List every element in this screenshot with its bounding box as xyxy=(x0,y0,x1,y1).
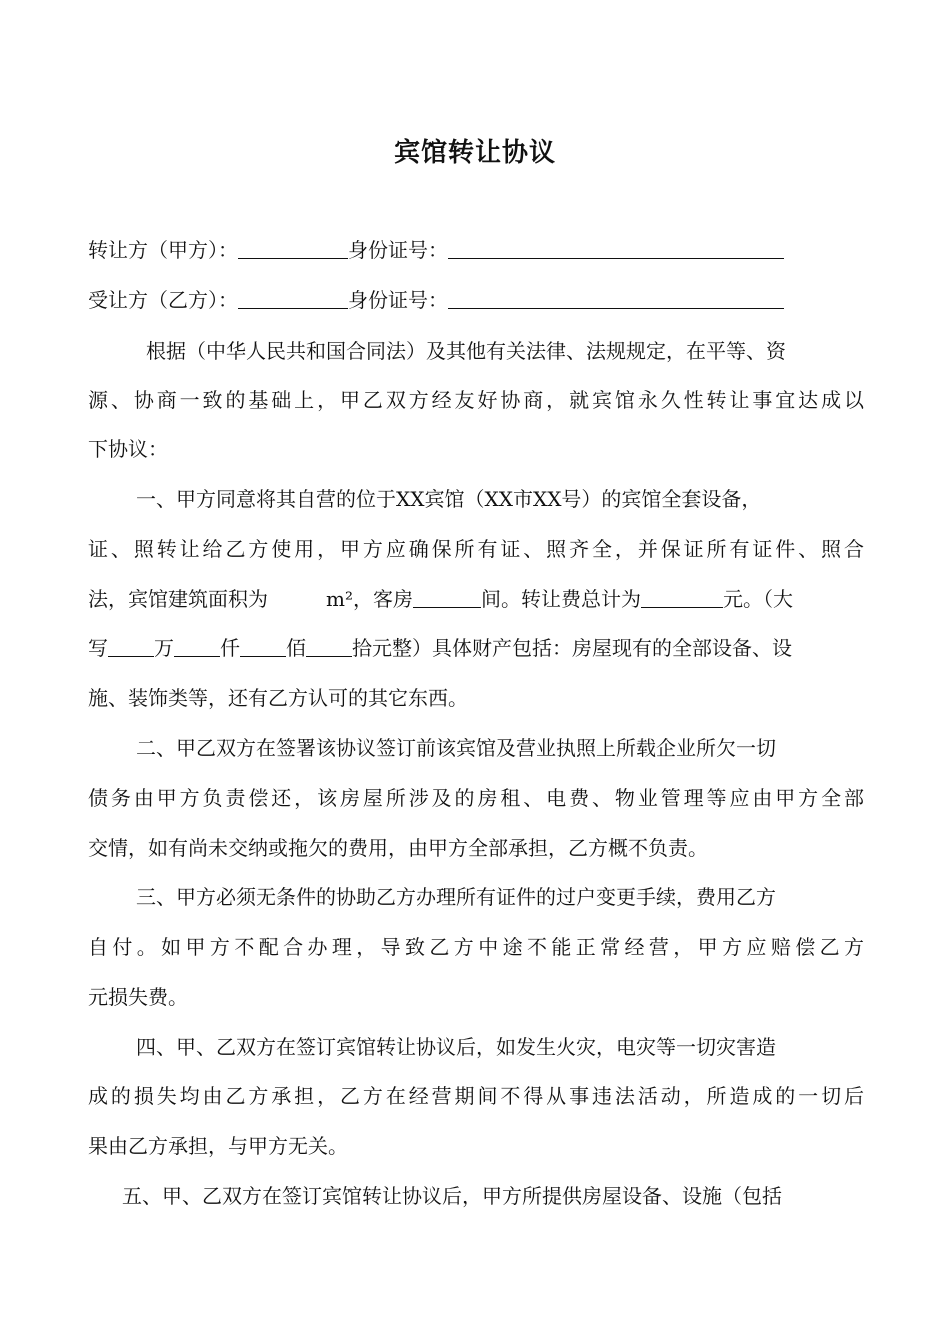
preamble-line-1: 根据（中华人民共和国合同法）及其他有关法律、法规规定，在平等、资 xyxy=(146,339,786,363)
clause-1-line-5: 施、装饰类等，还有乙方认可的其它东西。 xyxy=(88,686,468,710)
document-title: 宾馆转让协议 xyxy=(393,138,556,168)
rooms-blank xyxy=(413,587,481,608)
preamble-line-2: 源、协商一致的基础上，甲乙双方经友好协商，就宾馆永久性转让事宜达成以 xyxy=(88,388,864,412)
clause-1-line-1: 一、甲方同意将其自营的位于XX宾馆（XX市XX号）的宾馆全套设备， xyxy=(136,487,762,511)
capital-label: 写 xyxy=(88,636,108,660)
clause-1-line-2: 证、照转让给乙方使用，甲方应确保所有证、照齐全，并保证所有证件、照合 xyxy=(88,537,864,561)
preamble-line-3: 下协议： xyxy=(88,437,168,461)
party-b-label: 受让方（乙方）： xyxy=(88,288,238,312)
party-a-line xyxy=(88,236,864,264)
bai-label: 佰 xyxy=(286,636,306,660)
party-b-line xyxy=(88,286,864,314)
party-b-id-label: 身份证号： xyxy=(348,288,448,312)
clause-1-line-4 xyxy=(88,634,864,662)
party-a-label: 转让方（甲方）： xyxy=(88,238,238,262)
clause-4-line-3: 果由乙方承担，与甲方无关。 xyxy=(88,1134,348,1158)
fee-unit: 元。（大 xyxy=(722,587,793,611)
clause-2-line-2: 债务由甲方负责偿还，该房屋所涉及的房租、电费、物业管理等应由甲方全部 xyxy=(88,786,864,810)
clause-4-line-1: 四、甲、乙双方在签订宾馆转让协议后，如发生火灾，电灾等一切灾害造 xyxy=(136,1035,776,1059)
clause-3-line-2: 自付。如甲方不配合办理，导致乙方中途不能正常经营，甲方应赔偿乙方 xyxy=(88,935,864,959)
clause-2-line-3: 交情，如有尚未交纳或拖欠的费用，由甲方全部承担，乙方概不负责。 xyxy=(88,836,708,860)
party-a-id-blank xyxy=(448,238,784,259)
fee-label: 间。转让费总计为 xyxy=(480,587,641,611)
clause-3-line-3: 元损失费。 xyxy=(88,985,188,1009)
qian-blank xyxy=(174,636,220,657)
clause-5-line-1: 五、甲、乙双方在签订宾馆转让协议后，甲方所提供房屋设备、设施（包括 xyxy=(122,1184,782,1208)
clause-1-line-3 xyxy=(88,585,864,613)
shi-blank xyxy=(306,636,352,657)
party-a-name-blank xyxy=(238,238,348,259)
rooms-label: m²，客房 xyxy=(326,587,413,611)
party-a-id-label: 身份证号： xyxy=(348,238,448,262)
clause-3-line-1: 三、甲方必须无条件的协助乙方办理所有证件的过户变更手续，费用乙方 xyxy=(136,885,776,909)
party-b-id-blank xyxy=(448,288,784,309)
clause-2-line-1: 二、甲乙双方在签署该协议签订前该宾馆及营业执照上所载企业所欠一切 xyxy=(136,736,776,760)
clause-4-line-2: 成的损失均由乙方承担，乙方在经营期间不得从事违法活动，所造成的一切后 xyxy=(88,1084,864,1108)
property-list-text: 拾元整）具体财产包括：房屋现有的全部设备、设 xyxy=(352,636,792,660)
party-b-name-blank xyxy=(238,288,348,309)
wan-label: 万 xyxy=(154,636,174,660)
area-label: 法，宾馆建筑面积为 xyxy=(88,587,268,611)
qian-label: 仟 xyxy=(220,636,240,660)
fee-blank xyxy=(641,587,723,608)
wan-blank xyxy=(108,636,154,657)
bai-blank xyxy=(240,636,286,657)
